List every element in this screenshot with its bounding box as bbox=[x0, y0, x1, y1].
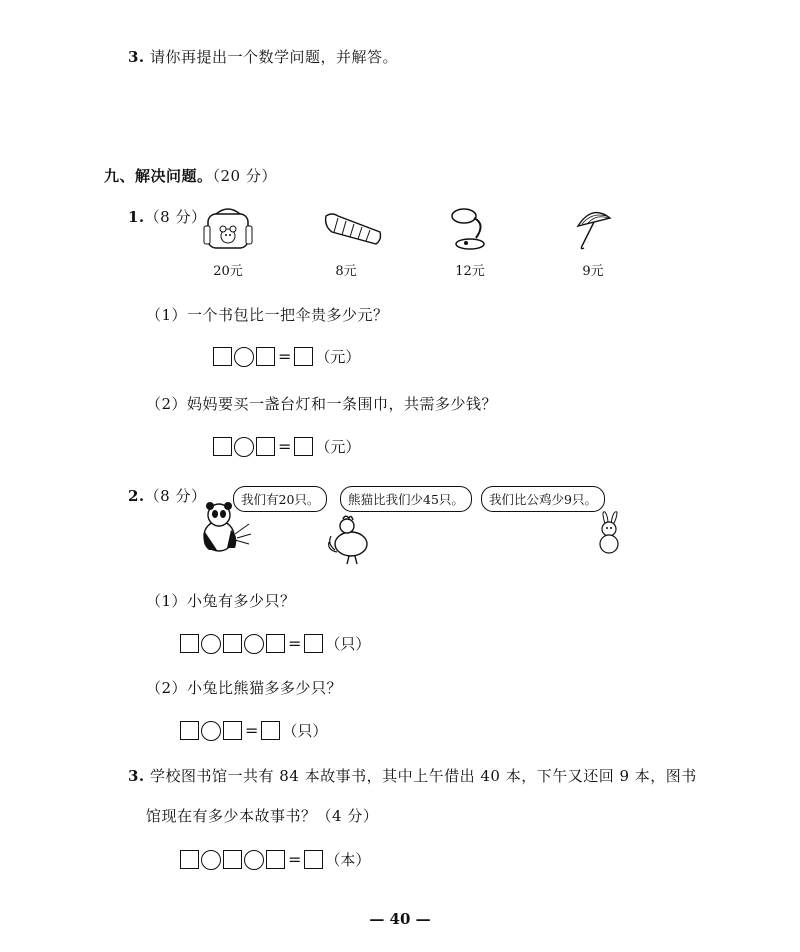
price-umbrella: 9元 bbox=[582, 264, 604, 279]
answer-box[interactable] bbox=[294, 347, 313, 366]
question-1-header bbox=[128, 206, 206, 227]
section-title: 九、解决问题。 bbox=[104, 167, 213, 185]
desk-lamp-icon bbox=[448, 206, 492, 252]
answer-box[interactable] bbox=[223, 850, 242, 869]
q2-sub2-text: （2）小兔比熊猫多多少只？ bbox=[146, 679, 343, 697]
page-number: — 40 — bbox=[369, 910, 431, 928]
unit-label: （只） bbox=[325, 635, 371, 653]
question-number: 3. bbox=[128, 48, 145, 66]
price-scarf: 8元 bbox=[335, 264, 357, 279]
question-3-line2: 馆现在有多少本故事书？（4 分） bbox=[146, 807, 379, 825]
operator-circle[interactable] bbox=[201, 721, 221, 741]
equals-sign: = bbox=[278, 347, 292, 366]
answer-box[interactable] bbox=[180, 634, 199, 653]
operator-circle[interactable] bbox=[244, 850, 264, 870]
scarf-icon bbox=[322, 210, 384, 250]
answer-box[interactable] bbox=[266, 634, 285, 653]
answer-box[interactable] bbox=[256, 437, 275, 456]
section-heading bbox=[104, 165, 277, 186]
q2-sub1-formula bbox=[180, 633, 370, 654]
speech-bubble-rooster: 熊猫比我们少45只。 bbox=[340, 486, 472, 512]
backpack-icon bbox=[202, 206, 254, 252]
operator-circle[interactable] bbox=[234, 437, 254, 457]
speech-bubble-panda: 我们有20只。 bbox=[233, 486, 327, 512]
section-score: （20 分） bbox=[212, 167, 277, 185]
operator-circle[interactable] bbox=[234, 347, 254, 367]
prev-question-3 bbox=[128, 46, 398, 67]
answer-box[interactable] bbox=[223, 721, 242, 740]
umbrella-icon bbox=[574, 206, 614, 252]
answer-box[interactable] bbox=[266, 850, 285, 869]
operator-circle[interactable] bbox=[201, 634, 221, 654]
question-3-line1 bbox=[128, 765, 697, 786]
speech-bubble-rabbit: 我们比公鸡少9只。 bbox=[481, 486, 605, 512]
answer-box[interactable] bbox=[213, 437, 232, 456]
price-backpack: 20元 bbox=[213, 264, 243, 279]
rooster-icon bbox=[327, 514, 379, 566]
answer-box[interactable] bbox=[180, 721, 199, 740]
equals-sign: = bbox=[245, 721, 259, 740]
equals-sign: = bbox=[288, 634, 302, 653]
answer-box[interactable] bbox=[294, 437, 313, 456]
q1-sub2-text: （2）妈妈要买一盏台灯和一条围巾，共需多少钱？ bbox=[146, 395, 498, 413]
rabbit-icon bbox=[595, 510, 623, 554]
equals-sign: = bbox=[278, 437, 292, 456]
question-text: 学校图书馆一共有 84 本故事书，其中上午借出 40 本，下午又还回 9 本，图书 bbox=[149, 767, 697, 785]
unit-label: （元） bbox=[315, 438, 361, 456]
answer-box[interactable] bbox=[261, 721, 280, 740]
operator-circle[interactable] bbox=[201, 850, 221, 870]
question-text: 请你再提出一个数学问题，并解答。 bbox=[149, 48, 398, 66]
q1-sub1-text: （1）一个书包比一把伞贵多少元？ bbox=[146, 306, 389, 324]
question-number: 3. bbox=[128, 767, 145, 785]
animals-illustration bbox=[195, 480, 620, 570]
answer-box[interactable] bbox=[304, 634, 323, 653]
answer-box[interactable] bbox=[180, 850, 199, 869]
q3-formula bbox=[180, 849, 370, 870]
operator-circle[interactable] bbox=[244, 634, 264, 654]
question-score: （8 分） bbox=[144, 208, 207, 226]
unit-label: （元） bbox=[315, 348, 361, 366]
q2-sub1-text: （1）小兔有多少只？ bbox=[146, 592, 296, 610]
unit-label: （只） bbox=[282, 722, 328, 740]
q2-sub2-formula bbox=[180, 720, 327, 741]
items-illustration bbox=[198, 200, 618, 288]
equals-sign: = bbox=[288, 850, 302, 869]
q1-sub1-formula bbox=[213, 346, 360, 367]
question-number: 2. bbox=[128, 487, 145, 505]
answer-box[interactable] bbox=[256, 347, 275, 366]
answer-box[interactable] bbox=[213, 347, 232, 366]
question-number: 1. bbox=[128, 208, 145, 226]
panda-icon bbox=[199, 502, 255, 554]
answer-box[interactable] bbox=[304, 850, 323, 869]
price-desk-lamp: 12元 bbox=[455, 264, 485, 279]
answer-box[interactable] bbox=[223, 634, 242, 653]
q1-sub2-formula bbox=[213, 436, 360, 457]
unit-label: （本） bbox=[325, 851, 371, 869]
question-score: （8 分） bbox=[144, 487, 207, 505]
